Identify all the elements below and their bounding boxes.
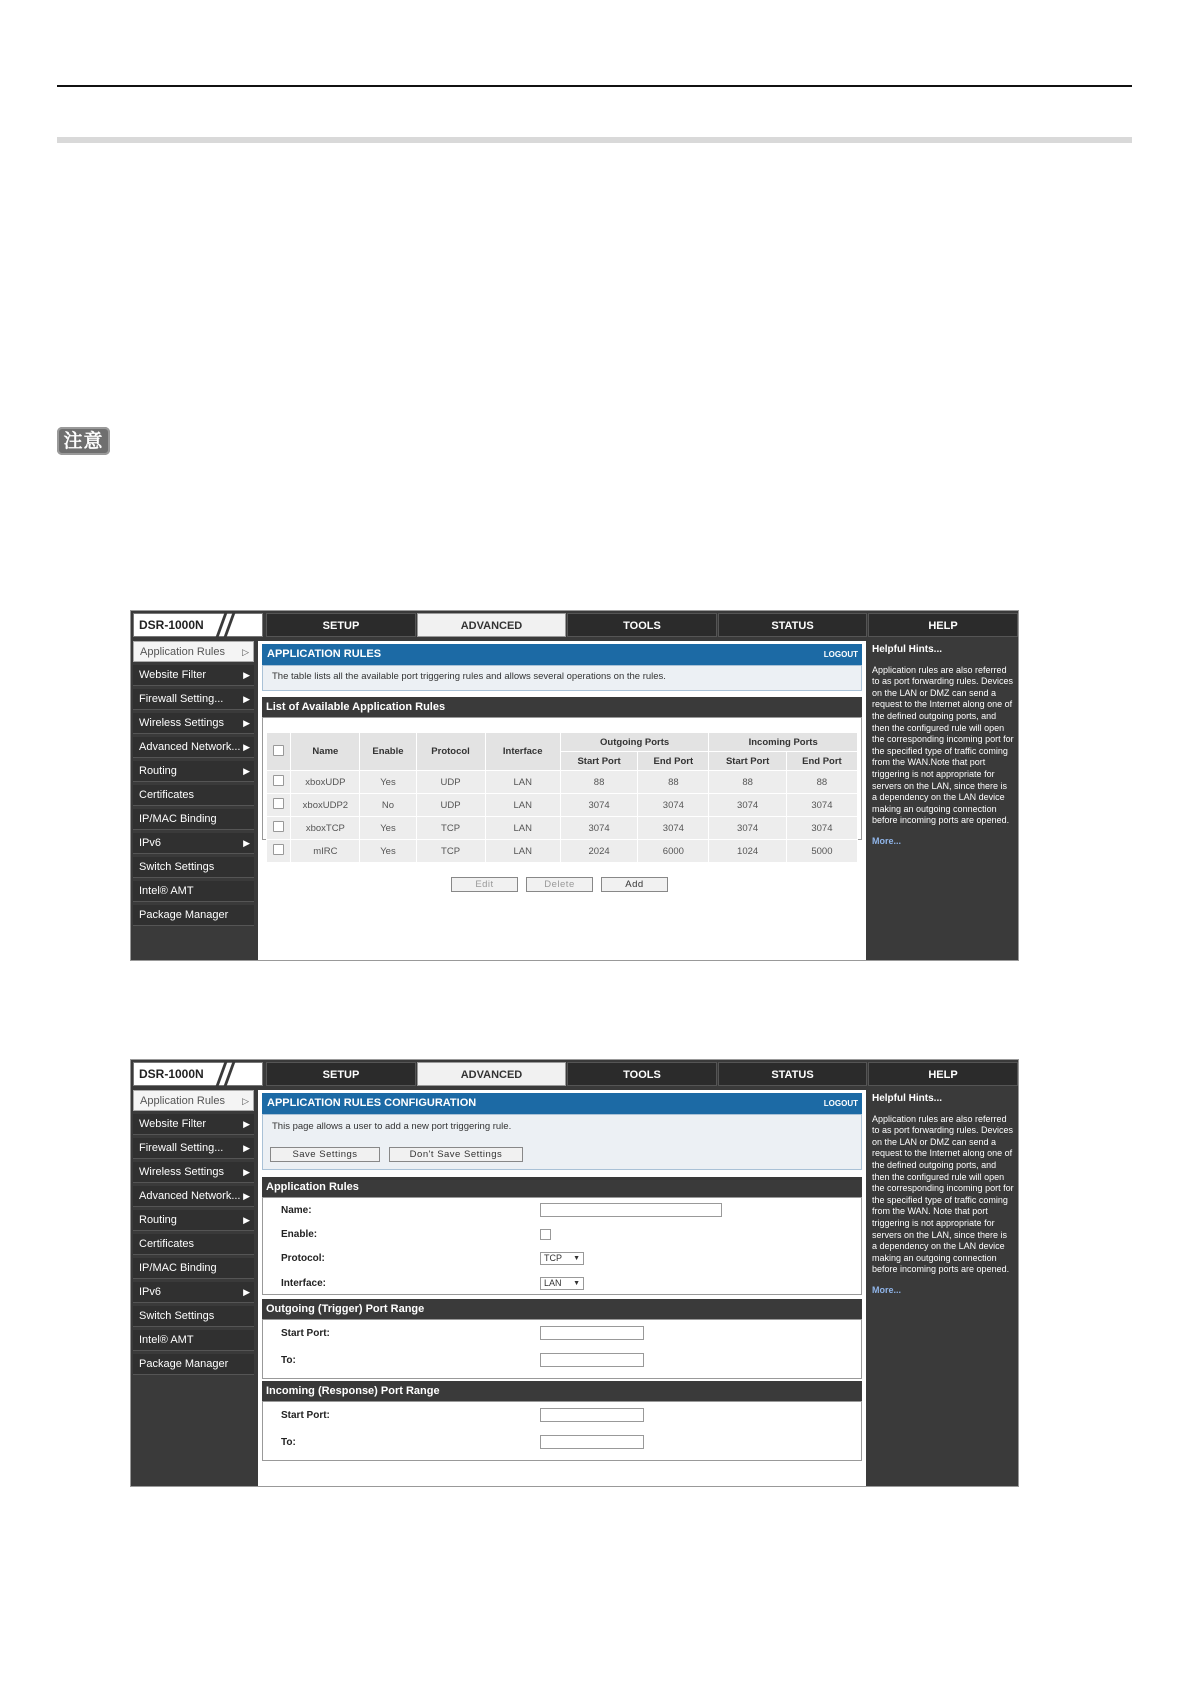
application-rules-panel — [262, 1197, 862, 1295]
sidebar-item-label: Advanced Network... — [139, 741, 241, 753]
sidebar-item-label: Package Manager — [139, 1358, 229, 1370]
sidebar-item-application-rules[interactable] — [133, 1090, 254, 1111]
outgoing-start-port-label: Start Port: — [281, 1328, 330, 1339]
logout-link[interactable]: LOGOUT — [823, 650, 858, 659]
cell-in-end: 3074 — [786, 794, 857, 817]
col-incoming-ports: Incoming Ports — [709, 733, 858, 752]
cell-out-start: 3074 — [560, 817, 637, 840]
sidebar-item-website-filter[interactable] — [133, 665, 254, 686]
cell-in-start: 3074 — [709, 794, 786, 817]
page-title-bar — [262, 644, 862, 665]
sidebar-item-wireless-settings[interactable] — [133, 713, 254, 734]
cell-in-end: 5000 — [786, 840, 857, 863]
header-rule — [57, 85, 1132, 87]
enable-label: Enable: — [281, 1229, 318, 1240]
incoming-start-port-field[interactable] — [540, 1408, 644, 1422]
sidebar-item-label: Package Manager — [139, 909, 229, 921]
sidebar-item-certificates[interactable] — [133, 1234, 254, 1255]
cell-in-start: 3074 — [709, 817, 786, 840]
cell-enable: Yes — [360, 817, 416, 840]
cell-name: xboxUDP — [291, 771, 360, 794]
cell-out-start: 2024 — [560, 840, 637, 863]
row-checkbox-cell — [267, 840, 291, 863]
sidebar-item-label: Intel® AMT — [139, 885, 194, 897]
chevron-down-icon: ▼ — [573, 1255, 580, 1262]
help-panel — [868, 1090, 1018, 1486]
tab-status[interactable]: STATUS — [718, 613, 867, 637]
help-more-link[interactable]: More... — [872, 1284, 902, 1295]
sidebar-item-application-rules[interactable] — [133, 641, 254, 662]
cell-out-start: 3074 — [560, 794, 637, 817]
triangle-right-icon: ▷ — [242, 647, 249, 657]
sidebar-item-label: Certificates — [139, 1238, 195, 1250]
product-logo — [133, 1062, 263, 1086]
interface-label: Interface: — [281, 1278, 327, 1289]
product-logo — [133, 613, 263, 637]
sidebar-item-firewall-setting[interactable] — [133, 1138, 254, 1159]
cell-protocol: UDP — [416, 794, 485, 817]
interface-select[interactable] — [540, 1277, 584, 1290]
sidebar-item-advanced-network[interactable] — [133, 1186, 254, 1207]
tab-help[interactable]: HELP — [868, 1062, 1018, 1086]
edit-button[interactable]: Edit — [451, 877, 518, 892]
select-all-checkbox[interactable] — [273, 745, 284, 756]
sidebar — [131, 641, 256, 960]
sidebar-item-intel-amt[interactable] — [133, 1330, 254, 1351]
cell-interface: LAN — [485, 771, 560, 794]
tab-tools[interactable]: TOOLS — [567, 613, 717, 637]
cell-out-start: 88 — [560, 771, 637, 794]
main-content — [258, 641, 866, 960]
tab-help[interactable]: HELP — [868, 613, 1018, 637]
col-out-end-port: End Port — [638, 752, 709, 771]
sidebar-item-website-filter[interactable] — [133, 1114, 254, 1135]
cell-enable: No — [360, 794, 416, 817]
incoming-end-port-field[interactable] — [540, 1435, 644, 1449]
dont-save-settings-button[interactable]: Don't Save Settings — [389, 1147, 523, 1162]
sidebar-item-ipv6[interactable] — [133, 1282, 254, 1303]
triangle-right-icon: ▶ — [243, 766, 250, 776]
sidebar-item-label: Switch Settings — [139, 861, 215, 873]
cell-in-end: 3074 — [786, 817, 857, 840]
help-text: Application rules are also referred to as port forwarding rules. Devices on the LAN or DMZ can send a request to the Internet along one of the defined outgoing ports, and then the configured rule will open the corresponding incoming port for the specified type of traffic coming from the WAN.Note that port triggering is not appropriate for servers on the LAN, since there is a dependency on the LAN device making an outgoing connection before incoming ports are opened. — [872, 664, 1014, 826]
outgoing-to-label: To: — [281, 1355, 296, 1366]
add-button[interactable]: Add — [601, 877, 668, 892]
outgoing-section-title: Outgoing (Trigger) Port Range — [262, 1299, 862, 1319]
triangle-right-icon: ▶ — [243, 718, 250, 728]
table-row[interactable] — [267, 794, 858, 817]
row-checkbox-cell — [267, 771, 291, 794]
logout-link[interactable]: LOGOUT — [823, 1099, 858, 1108]
page-description: The table lists all the available port triggering rules and allows several operations on the rules. — [262, 665, 862, 691]
logo-text: DSR-1000N — [139, 618, 204, 632]
name-field[interactable] — [540, 1203, 722, 1217]
sidebar-item-intel-amt[interactable] — [133, 881, 254, 902]
sidebar-item-ipv6[interactable] — [133, 833, 254, 854]
cell-name: xboxUDP2 — [291, 794, 360, 817]
sidebar-item-label: Website Filter — [139, 1118, 207, 1130]
table-row[interactable] — [267, 840, 858, 863]
section-divider — [57, 137, 1132, 143]
col-out-start-port: Start Port — [560, 752, 637, 771]
sidebar-item-label: Switch Settings — [139, 1310, 215, 1322]
row-checkbox[interactable] — [273, 844, 284, 855]
chevron-down-icon: ▼ — [573, 1280, 580, 1287]
sidebar-item-label: Application Rules — [140, 1095, 225, 1107]
tab-advanced[interactable]: ADVANCED — [417, 1062, 566, 1086]
cell-interface: LAN — [485, 794, 560, 817]
incoming-port-panel — [262, 1401, 862, 1461]
sidebar-item-label: Wireless Settings — [139, 1166, 224, 1178]
triangle-right-icon: ▶ — [243, 1119, 250, 1129]
page-title: APPLICATION RULES CONFIGURATION — [267, 1097, 477, 1109]
sidebar-item-label: Advanced Network... — [139, 1190, 241, 1202]
triangle-right-icon: ▷ — [242, 1096, 249, 1106]
sidebar-item-label: Intel® AMT — [139, 1334, 194, 1346]
col-name: Name — [291, 733, 360, 771]
sidebar-item-routing[interactable] — [133, 761, 254, 782]
application-rules-screenshot — [130, 610, 1019, 961]
col-protocol: Protocol — [416, 733, 485, 771]
cell-enable: Yes — [360, 771, 416, 794]
cell-out-end: 3074 — [638, 794, 709, 817]
top-nav-bar — [131, 1060, 1018, 1088]
sidebar-item-switch-settings[interactable] — [133, 1306, 254, 1327]
row-checkbox-cell — [267, 817, 291, 840]
table-row[interactable] — [267, 771, 858, 794]
row-checkbox[interactable] — [273, 775, 284, 786]
col-interface: Interface — [485, 733, 560, 771]
sidebar-item-label: Application Rules — [140, 646, 225, 658]
sidebar-item-switch-settings[interactable] — [133, 857, 254, 878]
incoming-to-label: To: — [281, 1437, 296, 1448]
sidebar-item-ip-mac-binding[interactable] — [133, 1258, 254, 1279]
tab-advanced[interactable]: ADVANCED — [417, 613, 566, 637]
application-rules-config-screenshot — [130, 1059, 1019, 1487]
logo-text: DSR-1000N — [139, 1067, 204, 1081]
note-badge: 注意 — [57, 427, 110, 455]
interface-value: LAN — [544, 1278, 562, 1288]
cell-in-start: 1024 — [709, 840, 786, 863]
sidebar-item-label: Firewall Setting... — [139, 1142, 224, 1154]
sidebar-item-firewall-setting[interactable] — [133, 689, 254, 710]
sidebar-item-label: Certificates — [139, 789, 195, 801]
help-text: Application rules are also referred to as port forwarding rules. Devices on the LAN or DMZ can send a request to the Internet along one of the defined outgoing ports, and then the configured rule will open the corresponding incoming port for the specified type of traffic coming from the WAN. Note that port triggering is not appropriate for servers on the LAN, since there is a dependency on the LAN device making an outgoing connection before incoming ports are opened. — [872, 1113, 1014, 1275]
triangle-right-icon: ▶ — [243, 670, 250, 680]
tab-status[interactable]: STATUS — [718, 1062, 867, 1086]
sidebar-item-label: IPv6 — [139, 1286, 162, 1298]
sidebar-item-package-manager[interactable] — [133, 905, 254, 926]
sidebar-item-label: IP/MAC Binding — [139, 1262, 217, 1274]
page-title: APPLICATION RULES — [267, 648, 382, 660]
sidebar-item-label: Routing — [139, 1214, 177, 1226]
cell-enable: Yes — [360, 840, 416, 863]
cell-protocol: TCP — [416, 817, 485, 840]
cell-out-end: 6000 — [638, 840, 709, 863]
delete-button[interactable]: Delete — [526, 877, 593, 892]
logo-slash-icon — [214, 613, 236, 637]
help-panel — [868, 641, 1018, 960]
tab-setup[interactable]: SETUP — [266, 1062, 416, 1086]
incoming-section-title: Incoming (Response) Port Range — [262, 1381, 862, 1401]
page-title-bar — [262, 1093, 862, 1114]
triangle-right-icon: ▶ — [243, 742, 250, 752]
cell-name: mIRC — [291, 840, 360, 863]
col-enable: Enable — [360, 733, 416, 771]
cell-interface: LAN — [485, 817, 560, 840]
triangle-right-icon: ▶ — [243, 1215, 250, 1225]
cell-protocol: UDP — [416, 771, 485, 794]
logo-slash-icon — [214, 1062, 236, 1086]
row-checkbox-cell — [267, 794, 291, 817]
sidebar-item-package-manager[interactable] — [133, 1354, 254, 1375]
list-section-title: List of Available Application Rules — [262, 697, 862, 717]
triangle-right-icon: ▶ — [243, 694, 250, 704]
application-rules-section-title: Application Rules — [262, 1177, 862, 1197]
tab-tools[interactable]: TOOLS — [567, 1062, 717, 1086]
cell-in-start: 88 — [709, 771, 786, 794]
help-more-link[interactable]: More... — [872, 835, 902, 846]
sidebar-item-certificates[interactable] — [133, 785, 254, 806]
cell-out-end: 88 — [638, 771, 709, 794]
row-checkbox[interactable] — [273, 798, 284, 809]
protocol-label: Protocol: — [281, 1253, 325, 1264]
top-nav-bar — [131, 611, 1018, 639]
cell-name: xboxTCP — [291, 817, 360, 840]
col-in-end-port: End Port — [786, 752, 857, 771]
cell-in-end: 88 — [786, 771, 857, 794]
triangle-right-icon: ▶ — [243, 1143, 250, 1153]
enable-checkbox[interactable] — [540, 1229, 551, 1240]
tab-setup[interactable]: SETUP — [266, 613, 416, 637]
outgoing-end-port-field[interactable] — [540, 1353, 644, 1367]
rules-table — [266, 732, 858, 863]
sidebar — [131, 1090, 256, 1486]
sidebar-item-label: Wireless Settings — [139, 717, 224, 729]
table-row[interactable] — [267, 817, 858, 840]
select-all-header — [267, 733, 291, 771]
triangle-right-icon: ▶ — [243, 838, 250, 848]
row-checkbox[interactable] — [273, 821, 284, 832]
sidebar-item-advanced-network[interactable] — [133, 737, 254, 758]
help-title: Helpful Hints... — [872, 1093, 942, 1104]
cell-out-end: 3074 — [638, 817, 709, 840]
cell-interface: LAN — [485, 840, 560, 863]
sidebar-item-label: Website Filter — [139, 669, 207, 681]
triangle-right-icon: ▶ — [243, 1287, 250, 1297]
protocol-select[interactable] — [540, 1252, 584, 1265]
outgoing-start-port-field[interactable] — [540, 1326, 644, 1340]
triangle-right-icon: ▶ — [243, 1167, 250, 1177]
incoming-start-port-label: Start Port: — [281, 1410, 330, 1421]
sidebar-item-wireless-settings[interactable] — [133, 1162, 254, 1183]
protocol-value: TCP — [544, 1253, 562, 1263]
sidebar-item-label: IP/MAC Binding — [139, 813, 217, 825]
name-label: Name: — [281, 1205, 312, 1216]
sidebar-item-label: IPv6 — [139, 837, 162, 849]
col-outgoing-ports: Outgoing Ports — [560, 733, 709, 752]
help-title: Helpful Hints... — [872, 644, 942, 655]
triangle-right-icon: ▶ — [243, 1191, 250, 1201]
cell-protocol: TCP — [416, 840, 485, 863]
main-content — [258, 1090, 866, 1486]
outgoing-port-panel — [262, 1319, 862, 1379]
col-in-start-port: Start Port — [709, 752, 786, 771]
save-settings-button[interactable]: Save Settings — [270, 1147, 380, 1162]
sidebar-item-ip-mac-binding[interactable] — [133, 809, 254, 830]
sidebar-item-label: Firewall Setting... — [139, 693, 224, 705]
page-description: This page allows a user to add a new port triggering rule. — [272, 1121, 512, 1132]
sidebar-item-label: Routing — [139, 765, 177, 777]
sidebar-item-routing[interactable] — [133, 1210, 254, 1231]
